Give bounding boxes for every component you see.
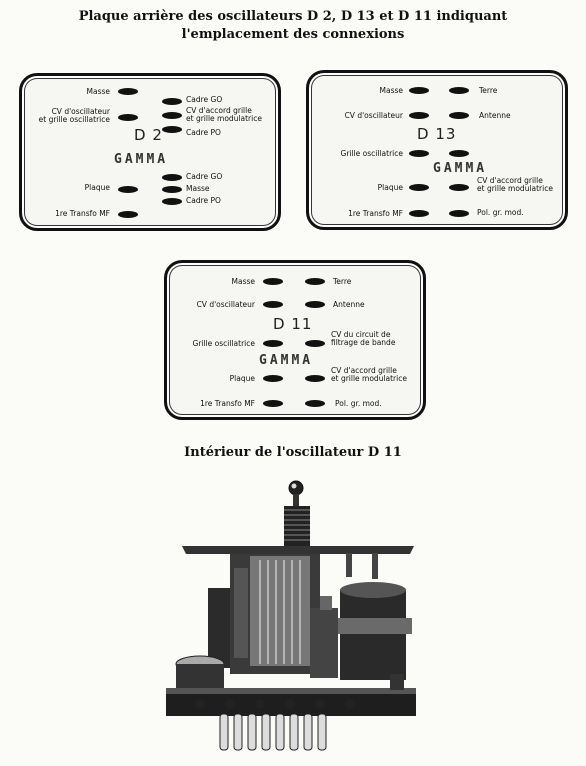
d11-label-cv-osc: CV d'oscillateur (196, 300, 255, 309)
d13-pin (449, 87, 469, 94)
d11-pin (305, 400, 325, 407)
d13-pin (409, 87, 429, 94)
d2-label-transfo: 1re Transfo MF (55, 209, 110, 218)
d13-pin (409, 184, 429, 191)
d13-label-transfo: 1re Transfo MF (348, 209, 403, 218)
d13-label-masse: Masse (379, 86, 403, 95)
d11-pin (263, 340, 283, 347)
d11-label-cv-accord: CV d'accord grille (331, 366, 397, 375)
d13-pin (449, 150, 469, 157)
d2-label-cadre-po: Cadre PO (186, 128, 221, 137)
d11-label-grille-osc: Grille oscillatrice (192, 339, 255, 348)
d2-label-cadre-go: Cadre GO (186, 95, 223, 104)
d2-pin (162, 126, 182, 133)
d11-model-name: D 11 (273, 315, 313, 333)
d13-pin (449, 210, 469, 217)
d11-pin (305, 340, 325, 347)
d13-brand: GAMMA (433, 161, 488, 176)
d13-label-cv-accord: CV d'accord grille (477, 176, 543, 185)
d11-pin (263, 375, 283, 382)
d13-label-terre: Terre (479, 86, 498, 95)
d13-pin (409, 150, 429, 157)
d13-label-plaque: Plaque (377, 183, 403, 192)
d13-pin (449, 112, 469, 119)
d2-label-masse-2: Masse (186, 184, 210, 193)
d11-label-pol: Pol. gr. mod. (335, 399, 382, 408)
plate-d11 (164, 260, 426, 420)
d13-label-cv-osc: CV d'oscillateur (344, 111, 403, 120)
d11-label-filtrage: filtrage de bande (331, 338, 396, 347)
d13-label-grille-osc: Grille oscillatrice (340, 149, 403, 158)
d13-label-grille-mod: et grille modulatrice (477, 184, 553, 193)
d13-label-pol: Pol. gr. mod. (477, 208, 524, 217)
d2-pin (162, 174, 182, 181)
d2-pin (118, 186, 138, 193)
d2-brand: GAMMA (114, 152, 169, 167)
d2-pin (118, 88, 138, 95)
plate-d2 (19, 73, 281, 231)
d2-label-cadre-go-2: Cadre GO (186, 172, 223, 181)
d2-label-cv-osc: CV d'oscillateur (51, 107, 110, 116)
d11-pin (305, 375, 325, 382)
oscillator-interior-photo (160, 478, 430, 763)
d2-pin (162, 112, 182, 119)
photo-caption: Intérieur de l'oscillateur D 11 (184, 445, 402, 460)
d11-label-terre: Terre (333, 277, 352, 286)
d11-label-plaque: Plaque (229, 374, 255, 383)
d2-pin (118, 114, 138, 121)
d2-label-cadre-po-2: Cadre PO (186, 196, 221, 205)
plate-d13 (306, 70, 568, 230)
d2-label-grille-osc: et grille oscillatrice (38, 115, 110, 124)
d13-pin (409, 210, 429, 217)
d2-pin (162, 198, 182, 205)
d11-label-transfo: 1re Transfo MF (200, 399, 255, 408)
d2-label-masse: Masse (86, 87, 110, 96)
d2-label-grille-mod: et grille modulatrice (186, 114, 262, 123)
page-title-line-2: l'emplacement des connexions (181, 27, 405, 42)
d2-model-name: D 2 (134, 126, 163, 144)
d11-pin (305, 301, 325, 308)
d11-pin (305, 278, 325, 285)
d2-pin (162, 98, 182, 105)
d11-label-antenne: Antenne (333, 300, 365, 309)
d11-pin (263, 400, 283, 407)
d2-label-cv-accord: CV d'accord grille (186, 106, 252, 115)
page-title-line-1: Plaque arrière des oscillateurs D 2, D 13 et D 11 indiquant (78, 9, 508, 24)
d11-pin (263, 301, 283, 308)
d11-pin (263, 278, 283, 285)
d2-pin (162, 186, 182, 193)
d13-pin (409, 112, 429, 119)
d13-label-antenne: Antenne (479, 111, 511, 120)
d11-brand: GAMMA (259, 353, 314, 368)
d11-label-masse: Masse (231, 277, 255, 286)
d2-label-plaque: Plaque (84, 183, 110, 192)
d11-label-cv-circuit: CV du circuit de (331, 330, 391, 339)
d11-label-grille-mod: et grille modulatrice (331, 374, 407, 383)
d13-model-name: D 13 (417, 125, 457, 143)
d13-pin (449, 184, 469, 191)
d2-pin (118, 211, 138, 218)
